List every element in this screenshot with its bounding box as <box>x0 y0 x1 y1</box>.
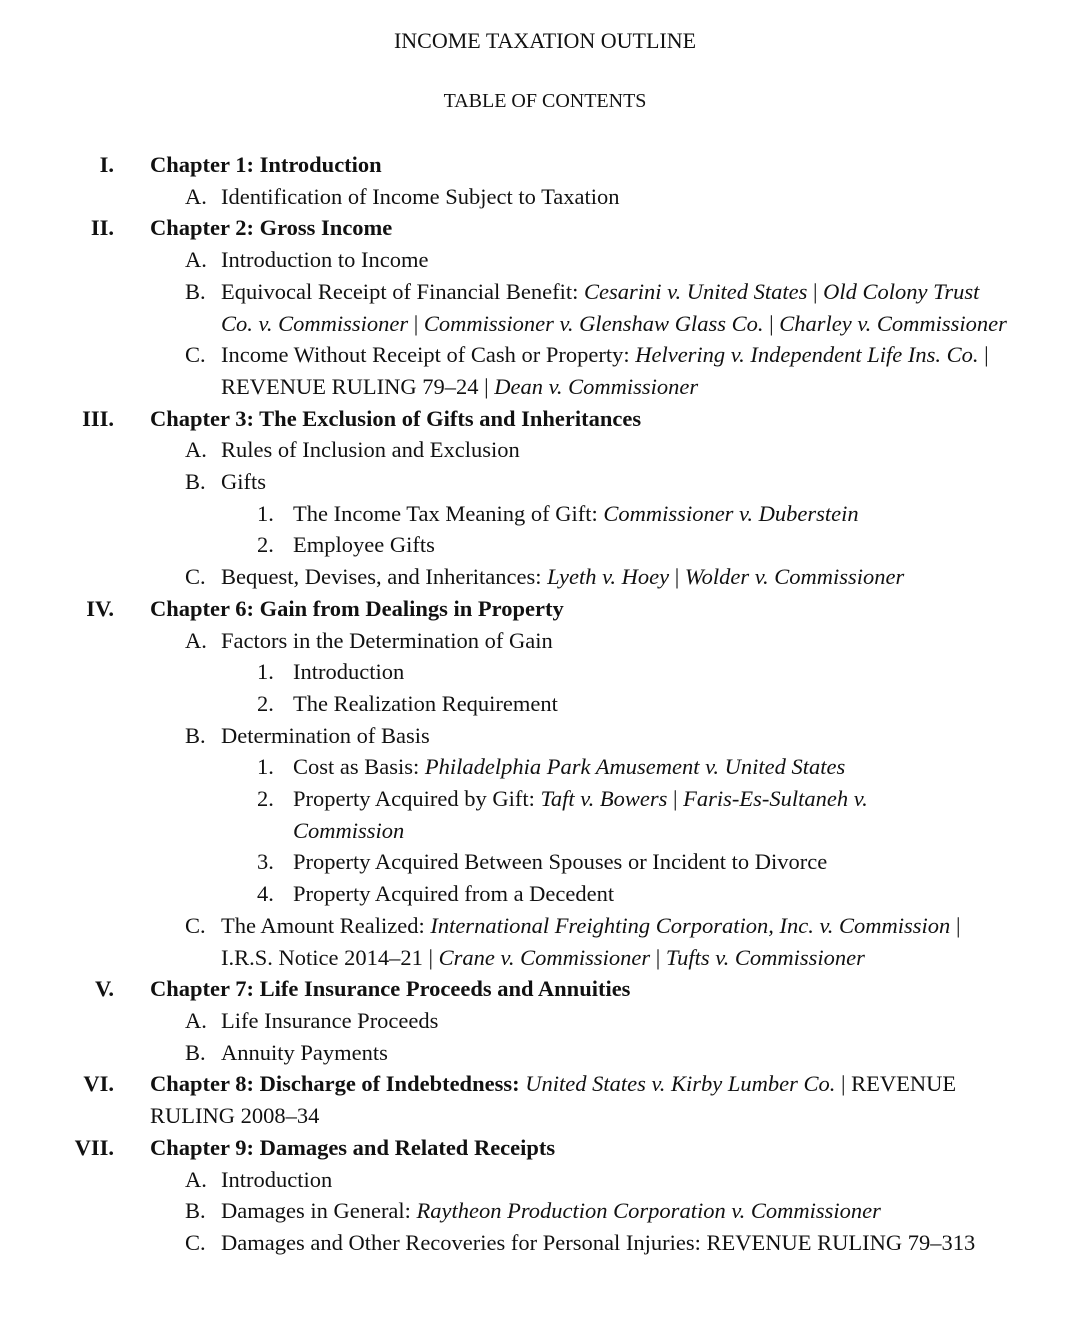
chapter-entry <box>0 212 1080 244</box>
entry-label: C. <box>185 564 206 590</box>
entry-text <box>293 688 923 720</box>
entry-label: A. <box>185 183 207 209</box>
case-citation: Dean v. Commissioner <box>494 373 699 399</box>
entry-text <box>221 561 1016 593</box>
section-entry <box>0 466 1080 498</box>
entry-segment: Determination of Basis <box>221 722 430 748</box>
entry-segment: Cost as Basis: <box>293 754 425 780</box>
entry-text <box>221 244 1016 276</box>
entry-segment: Introduction to Income <box>221 247 429 273</box>
chapter-title: Chapter 8: Discharge of Indebtedness: <box>150 1071 520 1097</box>
chapter-entry <box>0 1132 1080 1164</box>
entry-label: A. <box>185 1007 207 1033</box>
entry-text <box>150 212 1020 244</box>
entry-text <box>221 181 1016 213</box>
entry-label: 1. <box>257 500 274 526</box>
entry-text <box>221 276 1016 339</box>
entry-segment: Property Acquired by Gift: <box>293 786 541 812</box>
entry-segment: The Amount Realized: <box>221 912 431 938</box>
entry-label: A. <box>185 247 207 273</box>
entry-label: 2. <box>257 786 274 812</box>
case-citation: Old Colony Trust Co. v. Commissioner <box>221 278 980 336</box>
section-entry <box>0 720 1080 752</box>
entry-text <box>150 1068 1020 1131</box>
entry-text <box>221 434 1016 466</box>
entry-text <box>150 149 1020 181</box>
entry-text <box>221 1037 1016 1069</box>
table-of-contents <box>0 149 1080 1259</box>
entry-text <box>150 1132 1020 1164</box>
entry-label: 4. <box>257 881 274 907</box>
section-entry <box>0 339 1080 402</box>
entry-segment: | I.R.S. Notice 2014–21 | <box>221 912 961 970</box>
case-citation: Wolder v. Commissioner <box>684 564 905 590</box>
subsection-entry <box>0 529 1080 561</box>
subsection-entry <box>0 878 1080 910</box>
section-entry <box>0 1195 1080 1227</box>
entry-text <box>293 498 923 530</box>
entry-text <box>293 751 923 783</box>
chapter-entry <box>0 403 1080 435</box>
chapter-title: Chapter 2: Gross Income <box>150 215 393 241</box>
entry-label: A. <box>185 1166 207 1192</box>
section-entry <box>0 1164 1080 1196</box>
entry-label: C. <box>185 342 206 368</box>
entry-segment: Income Without Receipt of Cash or Property: <box>221 342 636 368</box>
entry-label: B. <box>185 722 206 748</box>
entry-label: VI. <box>83 1071 114 1097</box>
section-entry <box>0 244 1080 276</box>
entry-label: B. <box>185 1039 206 1065</box>
entry-segment: Factors in the Determination of Gain <box>221 627 553 653</box>
case-citation: Crane v. Commissioner <box>438 944 651 970</box>
entry-segment: Bequest, Devises, and Inheritances: <box>221 564 548 590</box>
subsection-entry <box>0 846 1080 878</box>
chapter-entry <box>0 149 1080 181</box>
entry-text <box>150 593 1020 625</box>
section-entry <box>0 276 1080 339</box>
entry-label: 1. <box>257 659 274 685</box>
case-citation: Commissioner v. Duberstein <box>603 500 859 526</box>
entry-label: 2. <box>257 532 274 558</box>
entry-segment: Rules of Inclusion and Exclusion <box>221 437 520 463</box>
entry-text <box>221 339 1016 402</box>
case-citation: United States v. Kirby Lumber Co. <box>525 1071 836 1097</box>
entry-segment: Annuity Payments <box>221 1039 388 1065</box>
chapter-title: Chapter 6: Gain from Dealings in Property <box>150 595 564 621</box>
subsection-entry <box>0 751 1080 783</box>
entry-text <box>293 656 923 688</box>
subsection-entry <box>0 656 1080 688</box>
entry-text <box>221 466 1016 498</box>
entry-label: I. <box>99 152 114 177</box>
entry-text <box>293 529 923 561</box>
entry-segment: | <box>650 944 666 970</box>
case-citation: Commissioner v. Glenshaw Glass Co. <box>423 310 764 336</box>
entry-text <box>221 1227 1016 1259</box>
case-citation: Lyeth v. Hoey <box>547 564 670 590</box>
case-citation: Tufts v. Commissioner <box>665 944 865 970</box>
chapter-entry <box>0 973 1080 1005</box>
entry-label: VII. <box>74 1134 114 1160</box>
case-citation: Faris-Es-Sultaneh v. Commission <box>293 786 868 843</box>
entry-label: A. <box>185 437 207 463</box>
chapter-title: Chapter 3: The Exclusion of Gifts and Inheritances <box>150 405 642 431</box>
section-entry <box>0 1037 1080 1069</box>
subsection-entry <box>0 783 1080 846</box>
entry-text <box>221 910 1016 973</box>
section-entry <box>0 434 1080 466</box>
entry-label: 1. <box>257 754 274 780</box>
entry-text <box>221 1195 1016 1227</box>
chapter-entry <box>0 1068 1080 1131</box>
entry-segment: Introduction <box>221 1166 333 1192</box>
entry-text <box>293 878 923 910</box>
chapter-title: Chapter 1: Introduction <box>150 152 382 177</box>
section-entry <box>0 1227 1080 1259</box>
section-entry <box>0 625 1080 657</box>
section-entry <box>0 181 1080 213</box>
entry-segment: Damages and Other Recoveries for Personal Injuries: REVENUE RULING 79–313 <box>221 1229 976 1255</box>
entry-segment: The Income Tax Meaning of Gift: <box>293 500 604 526</box>
entry-segment: | REVENUE RULING 79–24 | <box>221 342 989 399</box>
entry-segment: Life Insurance Proceeds <box>221 1007 439 1033</box>
section-entry <box>0 1005 1080 1037</box>
entry-label: C. <box>185 1229 206 1255</box>
entry-label: 3. <box>257 849 274 875</box>
entry-segment: | REVENUE RULING 2008–34 <box>150 1071 957 1129</box>
entry-segment: | <box>669 564 685 590</box>
entry-segment: | <box>667 786 684 812</box>
entry-segment: Equivocal Receipt of Financial Benefit: <box>221 278 585 304</box>
case-citation: Charley v. Commissioner <box>779 310 1007 336</box>
entry-segment: Gifts <box>221 469 266 495</box>
entry-segment: | <box>763 310 780 336</box>
entry-label: B. <box>185 1198 206 1224</box>
entry-text <box>221 1164 1016 1196</box>
document-title: INCOME TAXATION OUTLINE <box>393 28 697 53</box>
entry-segment: | <box>807 278 824 304</box>
subsection-entry <box>0 498 1080 530</box>
case-citation: Helvering v. Independent Life Ins. Co. <box>635 342 979 368</box>
entry-segment: Introduction <box>293 659 405 685</box>
entry-label: IV. <box>86 595 114 621</box>
toc-heading: TABLE OF CONTENTS <box>443 90 647 112</box>
entry-segment: Identification of Income Subject to Taxation <box>221 183 620 209</box>
case-citation: International Freighting Corporation, Inc. v. Commission <box>430 912 951 938</box>
entry-label: 2. <box>257 690 274 716</box>
entry-segment: | <box>408 310 424 336</box>
entry-text <box>221 1005 1016 1037</box>
case-citation: Raytheon Production Corporation v. Commissioner <box>416 1198 881 1224</box>
entry-label: II. <box>90 215 114 241</box>
entry-text <box>150 973 1020 1005</box>
section-entry <box>0 910 1080 973</box>
entry-segment: Property Acquired from a Decedent <box>293 881 615 907</box>
entry-text <box>221 625 1016 657</box>
entry-segment: The Realization Requirement <box>293 690 558 716</box>
entry-segment: Damages in General: <box>221 1198 417 1224</box>
entry-segment: Property Acquired Between Spouses or Incident to Divorce <box>293 849 828 875</box>
entry-label: III. <box>82 405 114 431</box>
subsection-entry <box>0 688 1080 720</box>
chapter-entry <box>0 593 1080 625</box>
case-citation: Taft v. Bowers <box>540 786 668 812</box>
chapter-title: Chapter 7: Life Insurance Proceeds and Annuities <box>150 976 631 1002</box>
entry-text <box>150 403 1020 435</box>
entry-label: A. <box>185 627 207 653</box>
entry-text <box>221 720 1016 752</box>
chapter-title: Chapter 9: Damages and Related Receipts <box>150 1134 556 1160</box>
entry-label: C. <box>185 912 206 938</box>
case-citation: Cesarini v. United States <box>584 278 808 304</box>
entry-segment: Employee Gifts <box>293 532 435 558</box>
entry-label: B. <box>185 278 206 304</box>
entry-text <box>293 846 923 878</box>
entry-label: B. <box>185 469 206 495</box>
entry-label: V. <box>95 976 114 1002</box>
section-entry <box>0 561 1080 593</box>
case-citation: Philadelphia Park Amusement v. United States <box>424 754 846 780</box>
entry-text <box>293 783 923 846</box>
